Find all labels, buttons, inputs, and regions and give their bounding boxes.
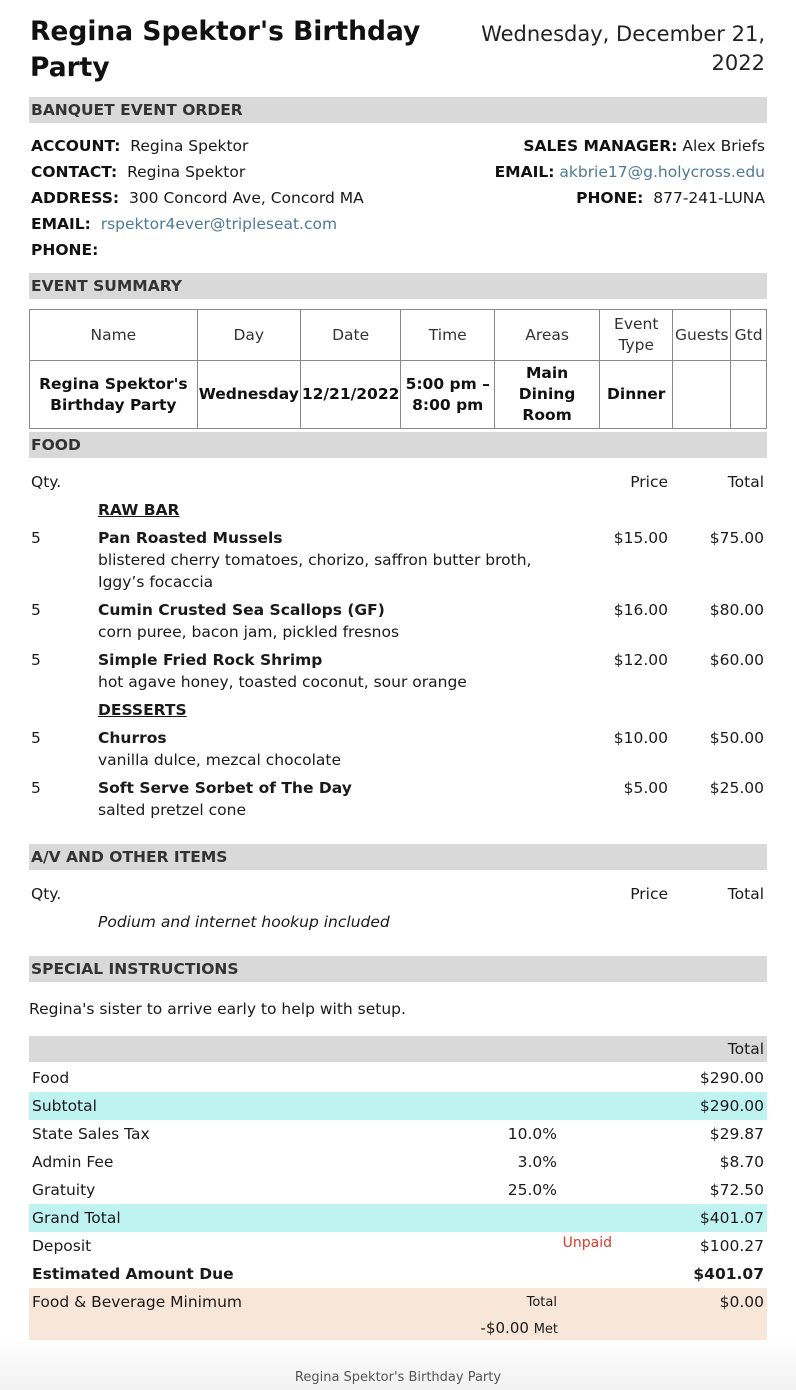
amount-due-value: $401.07 [693, 1265, 764, 1283]
item-price: $10.00 [613, 729, 668, 747]
phone-line [31, 237, 103, 263]
section-header-food: FOOD [29, 432, 767, 458]
event-summary-table [29, 309, 767, 429]
item-details [98, 527, 578, 593]
sales-email-line [495, 159, 765, 185]
contact-line [31, 159, 245, 185]
sales-manager-value: Alex Briefs [682, 137, 765, 155]
item-total: $60.00 [709, 651, 764, 669]
footer-text: Regina Spektor's Birthday Party [294, 1370, 502, 1385]
column-header: Gtd [731, 310, 767, 361]
gratuity-percent: 25.0% [507, 1181, 557, 1199]
deposit-label: Deposit [32, 1237, 92, 1255]
item-name: Cumin Crusted Sea Scallops (GF) [98, 601, 385, 619]
deposit-status-badge: Unpaid [562, 1235, 612, 1251]
account-line [31, 133, 248, 159]
item-qty: 5 [31, 651, 41, 669]
item-total: $25.00 [709, 779, 764, 797]
item-price: $15.00 [613, 529, 668, 547]
table-cell: 12/21/2022 [300, 361, 401, 429]
email-line [31, 211, 337, 237]
item-name: Simple Fried Rock Shrimp [98, 651, 323, 669]
list-item [29, 777, 767, 821]
table-cell: Dinner [600, 361, 673, 429]
column-header: Name [30, 310, 198, 361]
food-column-headers [29, 471, 767, 493]
item-total: $50.00 [709, 729, 764, 747]
client-email-link[interactable]: rspektor4ever@tripleseat.com [100, 215, 338, 233]
totals-food-row [29, 1064, 767, 1092]
totals-food-amount: $290.00 [699, 1069, 764, 1087]
item-description: hot agave honey, toasted coconut, sour orange [98, 673, 467, 691]
address-value: 300 Concord Ave, Concord MA [128, 189, 364, 207]
item-description: blistered cherry tomatoes, chorizo, saffron butter broth, Iggy’s focaccia [98, 551, 532, 591]
column-header: Areas [495, 310, 600, 361]
sales-phone-label: PHONE: [576, 189, 644, 207]
total-header: Total [727, 473, 764, 491]
table-cell [673, 361, 731, 429]
item-price: $16.00 [613, 601, 668, 619]
fb-minimum-met-label: Met [533, 1322, 558, 1337]
table-cell: 5:00 pm – 8:00 pm [401, 361, 495, 429]
grand-total-label: Grand Total [32, 1209, 121, 1227]
email-label: EMAIL: [31, 215, 91, 233]
contact-value: Regina Spektor [127, 163, 246, 181]
item-qty: 5 [31, 729, 41, 747]
column-header: Guests [673, 310, 731, 361]
admin-fee-row [29, 1148, 767, 1176]
qty-header: Qty. [31, 473, 62, 491]
amount-due-label: Estimated Amount Due [32, 1265, 234, 1283]
totals-header: Total [727, 1040, 764, 1058]
item-details [98, 599, 578, 643]
table-cell: Regina Spektor's Birthday Party [30, 361, 198, 429]
section-header-special: SPECIAL INSTRUCTIONS [29, 956, 767, 982]
section-header-av: A/V AND OTHER ITEMS [29, 844, 767, 870]
event-date: Wednesday, December 21, 2022 [481, 22, 765, 75]
av-note-row [29, 911, 767, 933]
page-title: Regina Spektor's Birthday Party [30, 16, 421, 83]
tax-amount: $29.87 [709, 1125, 764, 1143]
category-raw-bar: RAW BAR [98, 501, 180, 519]
tax-row [29, 1120, 767, 1148]
tax-label: State Sales Tax [32, 1125, 150, 1143]
sales-phone-value: 877-241-LUNA [653, 189, 765, 207]
qty-header: Qty. [31, 885, 62, 903]
grand-total-amount: $401.07 [699, 1209, 764, 1227]
section-header-summary: EVENT SUMMARY [29, 273, 767, 299]
admin-fee-label: Admin Fee [32, 1153, 114, 1171]
gratuity-label: Gratuity [32, 1181, 96, 1199]
sales-email-label: EMAIL: [494, 163, 555, 181]
sales-phone-line [576, 185, 765, 211]
totals-food-label: Food [32, 1069, 70, 1087]
av-column-headers [29, 883, 767, 905]
grand-total-row [29, 1204, 767, 1232]
fb-minimum-row [29, 1288, 767, 1342]
sales-manager-label: SALES MANAGER: [523, 137, 678, 155]
account-value: Regina Spektor [130, 137, 249, 155]
deposit-row [29, 1232, 767, 1260]
special-instructions-text: Regina's sister to arrive early to help with setup. [29, 1000, 406, 1018]
item-name: Pan Roasted Mussels [98, 529, 283, 547]
list-item [29, 727, 767, 771]
item-price: $5.00 [623, 779, 668, 797]
price-header: Price [630, 473, 668, 491]
subtotal-label: Subtotal [32, 1097, 97, 1115]
fb-minimum-amount: $0.00 [719, 1293, 764, 1311]
table-cell [731, 361, 767, 429]
address-label: ADDRESS: [31, 189, 120, 207]
gratuity-row [29, 1176, 767, 1204]
item-price: $12.00 [613, 651, 668, 669]
account-label: ACCOUNT: [31, 137, 121, 155]
list-item [29, 527, 767, 593]
totals-header-row [29, 1036, 767, 1062]
subtotal-amount: $290.00 [699, 1097, 764, 1115]
sales-email-link[interactable]: akbrie17@g.holycross.edu [559, 163, 765, 181]
table-cell: Main Dining Room [495, 361, 600, 429]
column-header: Event Type [600, 310, 673, 361]
item-total: $80.00 [709, 601, 764, 619]
section-header-beo: BANQUET EVENT ORDER [29, 97, 767, 123]
amount-due-row [29, 1260, 767, 1288]
gratuity-amount: $72.50 [709, 1181, 764, 1199]
item-name: Churros [98, 729, 167, 747]
price-header: Price [630, 885, 668, 903]
item-details [98, 727, 578, 771]
list-item [29, 599, 767, 643]
subtotal-row [29, 1092, 767, 1120]
address-line [31, 185, 364, 211]
item-qty: 5 [31, 779, 41, 797]
item-description: corn puree, bacon jam, pickled fresnos [98, 623, 400, 641]
table-header-row [30, 310, 767, 361]
phone-label: PHONE: [31, 241, 99, 259]
item-total: $75.00 [709, 529, 764, 547]
total-header: Total [727, 885, 764, 903]
fb-minimum-met-value: -$0.00 [480, 1319, 529, 1337]
tax-percent: 10.0% [507, 1125, 557, 1143]
column-header: Time [401, 310, 495, 361]
admin-fee-amount: $8.70 [719, 1153, 764, 1171]
item-details [98, 777, 578, 821]
item-details [98, 649, 578, 693]
av-note: Podium and internet hookup included [98, 913, 390, 931]
fb-minimum-total-label: Total [526, 1295, 557, 1310]
sales-manager-line [523, 133, 765, 159]
table-cell: Wednesday [197, 361, 300, 429]
fb-minimum-label: Food & Beverage Minimum [32, 1293, 242, 1311]
category-desserts: DESSERTS [98, 701, 187, 719]
contact-label: CONTACT: [31, 163, 118, 181]
table-row [30, 361, 767, 429]
item-qty: 5 [31, 529, 41, 547]
item-name: Soft Serve Sorbet of The Day [98, 779, 352, 797]
admin-fee-percent: 3.0% [517, 1153, 557, 1171]
column-header: Day [197, 310, 300, 361]
deposit-amount: $100.27 [699, 1237, 764, 1255]
item-qty: 5 [31, 601, 41, 619]
list-item [29, 649, 767, 693]
item-description: vanilla dulce, mezcal chocolate [98, 751, 341, 769]
column-header: Date [300, 310, 401, 361]
item-description: salted pretzel cone [98, 801, 247, 819]
